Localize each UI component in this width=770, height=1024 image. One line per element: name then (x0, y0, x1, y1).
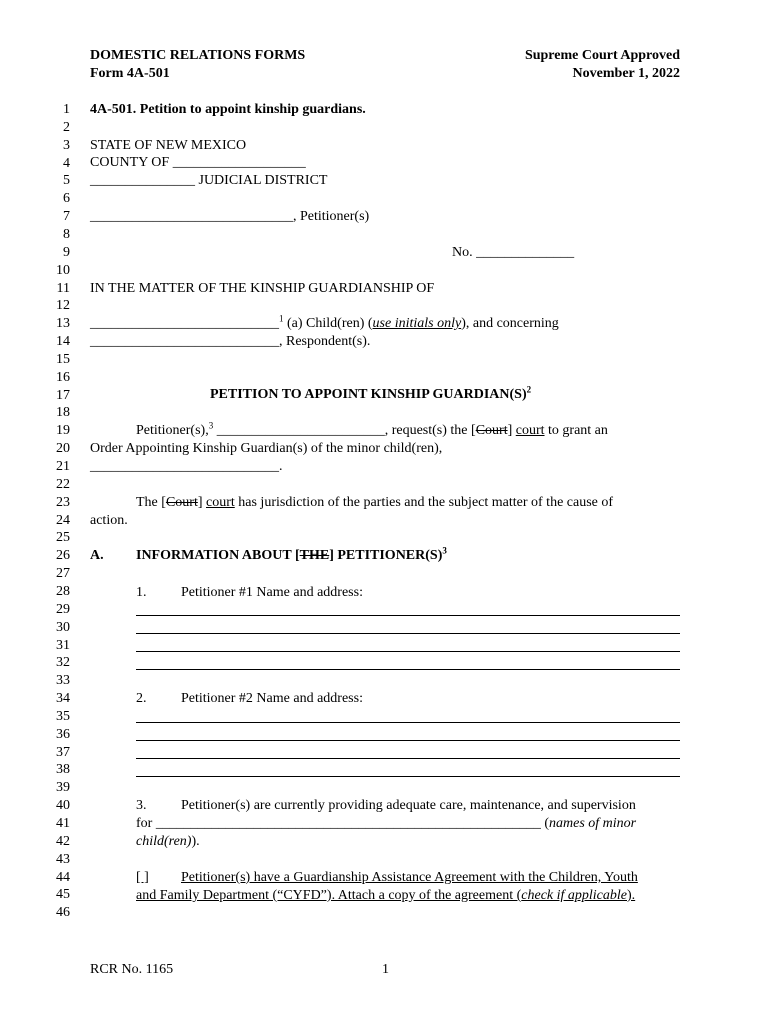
line-number: 14 (56, 334, 70, 350)
paragraph-2-line-1: The [Court] court has jurisdiction of the parties and the subject matter of the cause of (136, 495, 614, 510)
line-number: 46 (56, 905, 70, 921)
form-number-label: Form 4A-501 (90, 66, 170, 81)
footnote-ref-3b: 3 (442, 545, 447, 556)
line-number: 35 (56, 708, 70, 724)
line-number: 26 (56, 548, 70, 564)
line-number: 1 (63, 102, 70, 117)
item-3-line-3: child(ren)). (136, 834, 200, 849)
item-3-number: 3. (136, 798, 147, 813)
line-number: 5 (63, 173, 70, 189)
paragraph-1-line-1: Petitioner(s),$^3$ ________________________, request(s) the [Court] court to grant an (136, 420, 608, 438)
cyfd-checkbox[interactable]: [ ] (136, 870, 149, 885)
district-line: _______________ JUDICIAL DISTRICT (90, 173, 328, 188)
form-title: 4A-501. Petition to appoint kinship guardians. (90, 102, 366, 117)
minor-names-field[interactable]: _______________________________________________________ (152, 816, 545, 831)
footnote-ref-3: 3 (208, 420, 214, 431)
petitioner-1-address-line-2[interactable] (136, 633, 680, 634)
county-field[interactable]: COUNTY OF ___________________ (90, 155, 306, 170)
line-number: 13 (56, 316, 70, 332)
line-number: 2 (63, 119, 70, 135)
petitioner-1-address-line-3[interactable] (136, 651, 680, 652)
child-line: ___________________________$^1$ (a) Child(ren) (use initials only), and concerning (90, 313, 559, 331)
line-number: 17 (56, 387, 70, 403)
matter-caption: IN THE MATTER OF THE KINSHIP GUARDIANSHIP OF (90, 281, 435, 296)
line-number: 29 (56, 601, 70, 617)
page-number: 1 (382, 962, 389, 977)
line-number: 34 (56, 691, 70, 707)
line-number: 8 (63, 226, 70, 242)
line-number: 38 (56, 762, 70, 778)
section-a-letter: A. (90, 548, 104, 563)
initials-note: use initials only (372, 316, 462, 331)
paragraph-2-line-2: action. (90, 513, 128, 528)
petitioner-line: _____________________________, Petitioner(s) (90, 209, 370, 224)
item-4-text: Petitioner(s) have a Guardianship Assistance Agreement with the Children, Youth (181, 870, 638, 885)
section-a-heading: INFORMATION ABOUT [THE] $PETITIONER(S)^3$ (136, 545, 447, 563)
line-number: 39 (56, 780, 70, 796)
line-number: 7 (63, 209, 70, 225)
item-3-text: Petitioner(s) are currently providing adequate care, maintenance, and supervision (181, 798, 636, 813)
line-number: 41 (56, 816, 70, 831)
district-field[interactable]: _______________ (90, 173, 195, 188)
line-number: 42 (56, 833, 70, 849)
footnote-ref-2: 2 (526, 384, 532, 395)
line-number: 20 (56, 441, 70, 457)
petitioner-names-field[interactable]: ________________________ (213, 423, 385, 438)
line-number: 31 (56, 637, 70, 653)
form-series-label: DOMESTIC RELATIONS FORMS (90, 48, 306, 63)
item-2-label: Petitioner #2 Name and address: (181, 691, 363, 706)
item-1-label: Petitioner #1 Name and address: (181, 585, 363, 600)
line-number: 15 (56, 351, 70, 367)
line-number: 24 (56, 512, 70, 528)
petitioner-field[interactable]: _____________________________ (90, 209, 293, 224)
line-number: 28 (56, 583, 70, 599)
line-number: 6 (63, 191, 70, 207)
line-number: 12 (56, 298, 70, 314)
respondent-field[interactable]: ___________________________ (90, 334, 279, 349)
line-number: 25 (56, 530, 70, 546)
item-1-number: 1. (136, 585, 147, 600)
line-number: 16 (56, 369, 70, 385)
footnote-ref-1: 1 (279, 313, 284, 324)
line-number: 40 (56, 798, 70, 814)
item-3-line-2: for _______________________________________________________ (names of minor (136, 816, 637, 831)
line-number: 3 (63, 137, 70, 153)
approval-date: November 1, 2022 (572, 66, 680, 81)
line-number: 33 (56, 673, 70, 689)
rcr-number: RCR No. 1165 (90, 962, 174, 977)
item-4-line-2: and Family Department (“CYFD”). Attach a copy of the agreement (check if applicable). (136, 888, 636, 903)
approval-label: Supreme Court Approved (524, 48, 680, 63)
line-number: 32 (56, 655, 70, 671)
paragraph-1-line-2: Order Appointing Kinship Guardian(s) of the minor child(ren), (90, 441, 443, 456)
petitioner-1-address-line-4[interactable] (136, 669, 680, 670)
line-number: 4 (63, 155, 70, 171)
case-number-field[interactable]: No. ______________ (452, 245, 575, 260)
line-number: 23 (56, 494, 70, 510)
line-number: 10 (56, 262, 70, 278)
line-number: 44 (56, 869, 70, 885)
line-number: 37 (56, 744, 70, 760)
petition-heading: PETITION TO APPOINT KINSHIP $GUARDIAN(S)^2$ (210, 384, 532, 402)
line-number: 30 (56, 619, 70, 635)
line-number: 22 (56, 476, 70, 492)
state-label: STATE OF NEW MEXICO (90, 138, 247, 153)
petitioner-2-address-line-2[interactable] (136, 740, 680, 741)
line-number: 36 (56, 726, 70, 742)
petitioner-2-address-line-4[interactable] (136, 776, 680, 777)
petitioner-2-address-line-1[interactable] (136, 722, 680, 723)
petitioner-1-address-line-1[interactable] (136, 615, 680, 616)
line-number: 21 (56, 459, 70, 474)
children-names-field[interactable]: ___________________________. (90, 459, 283, 474)
line-number: 27 (56, 566, 70, 582)
item-2-number: 2. (136, 691, 147, 706)
line-number: 9 (63, 244, 70, 260)
line-number: 18 (56, 405, 70, 421)
line-number: 45 (56, 887, 70, 903)
child-field[interactable]: ___________________________ (90, 316, 279, 331)
line-number: 11 (56, 280, 70, 296)
respondent-line: ___________________________, Respondent(s). (90, 334, 371, 349)
petitioner-2-address-line-3[interactable] (136, 758, 680, 759)
line-number: 19 (56, 423, 70, 439)
line-number: 43 (56, 851, 70, 867)
